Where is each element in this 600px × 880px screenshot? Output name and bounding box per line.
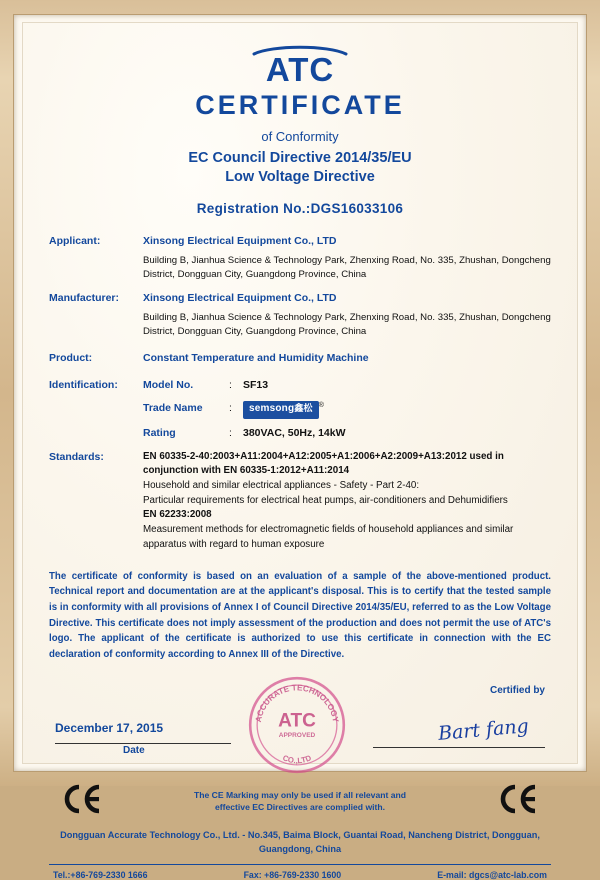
fax-number: Fax: +86-769-2330 1600 <box>243 870 342 880</box>
ce-marking-row <box>49 783 551 827</box>
applicant-address: Building B, Jianhua Science & Technology Park, Zhenxing Road, No. 335, Zhushan, Dongcheng District, Dongguan City, Guangdong Province, China <box>143 255 551 281</box>
certificate-sheet <box>23 23 577 880</box>
row-applicant <box>49 234 551 282</box>
identification-row <box>143 426 551 448</box>
details-section <box>49 234 551 553</box>
identification-row <box>143 401 551 426</box>
row-identification <box>49 378 551 447</box>
contact-bar <box>49 864 551 880</box>
identification-row <box>143 378 551 400</box>
company-address <box>49 829 551 857</box>
page-title: CERTIFICATE <box>195 90 405 120</box>
signature-line <box>373 747 545 748</box>
date-line <box>55 743 231 744</box>
product-label: Product: <box>49 352 93 365</box>
ce-mark-right-icon <box>495 783 539 815</box>
brand-logo <box>243 401 319 419</box>
registration-number: Registration No.:DGS16033106 <box>196 201 404 216</box>
phone-number: Tel.:+86-769-2330 1666 <box>53 870 148 880</box>
identification-table <box>143 378 551 447</box>
svg-text:APPROVED: APPROVED <box>278 731 316 739</box>
standard-line: EN 62233:2008 <box>143 509 212 521</box>
registered-mark-icon: ® <box>318 401 324 409</box>
ce-note-line1: The CE Marking may only be used if all relevant and <box>193 789 407 800</box>
signature-text: Bart fang <box>437 714 530 745</box>
product-name: Constant Temperature and Humidity Machine <box>143 352 369 365</box>
company-address-line2: Guangdong, China <box>258 843 342 854</box>
trade-name-value <box>243 401 551 426</box>
company-address-line1: Dongguan Accurate Technology Co., Ltd. - No.345, Baima Block, Guantai Road, Nancheng District, Dongguan, <box>60 829 540 840</box>
conformity-statement: The certificate of conformity is based on an evaluation of a sample of the above-mentioned product. Technical report and documentation are at the applicant's disposal. This is to certify that the tested sample is in conformity with all provisions of Annex I of Council Directive 2014/35/EU, referred to as the Low Voltage Directive. This certificate does not imply assessment of the production and does not permit the use of ATC's logo. The applicant of the certificate is authorized to use this certificate in connection with the EC declaration of conformity according to Annex III of the Directive. <box>49 570 551 661</box>
standards-list <box>143 450 551 553</box>
standard-line: Measurement methods for electromagnetic fields of household appliances and similar apparatus with regard to human exposure <box>143 524 514 550</box>
row-standards <box>49 450 551 553</box>
standard-line: Household and similar electrical appliances - Safety - Part 2-40: <box>143 480 420 492</box>
standard-line: EN 60335-2-40:2003+A11:2004+A12:2005+A1:2006+A2:2009+A13:2012 used in conjunction with EN 60335-1:2012+A11:2014 <box>143 450 504 477</box>
certificate-paper <box>22 22 578 880</box>
manufacturer-address: Building B, Jianhua Science & Technology Park, Zhenxing Road, No. 335, Zhushan, Dongcheng District, Dongguan City, Guangdong Province, China <box>143 312 551 338</box>
rating-value: 380VAC, 50Hz, 14kW <box>243 426 346 439</box>
model-key: Model No. <box>143 379 194 392</box>
svg-text:ATC: ATC <box>278 710 316 732</box>
identification-label: Identification: <box>49 379 118 392</box>
ce-note <box>49 789 551 814</box>
atc-logo <box>49 45 551 86</box>
brand-latin: semsong <box>249 403 295 414</box>
svg-text:CO.,LTD: CO.,LTD <box>281 753 313 766</box>
row-manufacturer <box>49 291 551 339</box>
svg-text:ACCURATE TECHNOLOGY: ACCURATE TECHNOLOGY <box>253 683 341 723</box>
signature-section <box>49 685 551 781</box>
applicant-name: Xinsong Electrical Equipment Co., LTD <box>143 235 337 247</box>
row-product <box>49 351 551 366</box>
standard-line: Particular requirements for electrical heat pumps, air-conditioners and Dehumidifiers <box>143 494 508 506</box>
rating-colon: : <box>229 426 232 439</box>
trade-name-key: Trade Name <box>143 401 203 414</box>
date-label: Date <box>123 744 145 756</box>
brand-chinese: 鑫松 <box>294 403 313 413</box>
applicant-label: Applicant: <box>49 235 101 247</box>
model-value: SF13 <box>243 379 269 392</box>
model-colon: : <box>229 379 232 392</box>
subtitle: of Conformity <box>261 129 339 144</box>
email-address[interactable]: E-mail: dgcs@atc-lab.com <box>437 870 547 880</box>
directive-line: EC Council Directive 2014/35/EU <box>188 150 412 166</box>
trade-name-colon: : <box>229 401 232 414</box>
approval-stamp-icon <box>245 673 349 777</box>
manufacturer-name: Xinsong Electrical Equipment Co., LTD <box>143 292 337 305</box>
atc-wordmark: ATC <box>265 51 335 88</box>
standards-label: Standards: <box>49 450 104 463</box>
rating-key: Rating <box>143 426 176 439</box>
issue-date: December 17, 2015 <box>55 720 164 735</box>
ce-note-line2: effective EC Directives are complied with. <box>214 802 386 813</box>
certified-by-label: Certified by <box>489 684 545 696</box>
manufacturer-label: Manufacturer: <box>49 292 120 305</box>
directive-name: Low Voltage Directive <box>225 169 375 185</box>
